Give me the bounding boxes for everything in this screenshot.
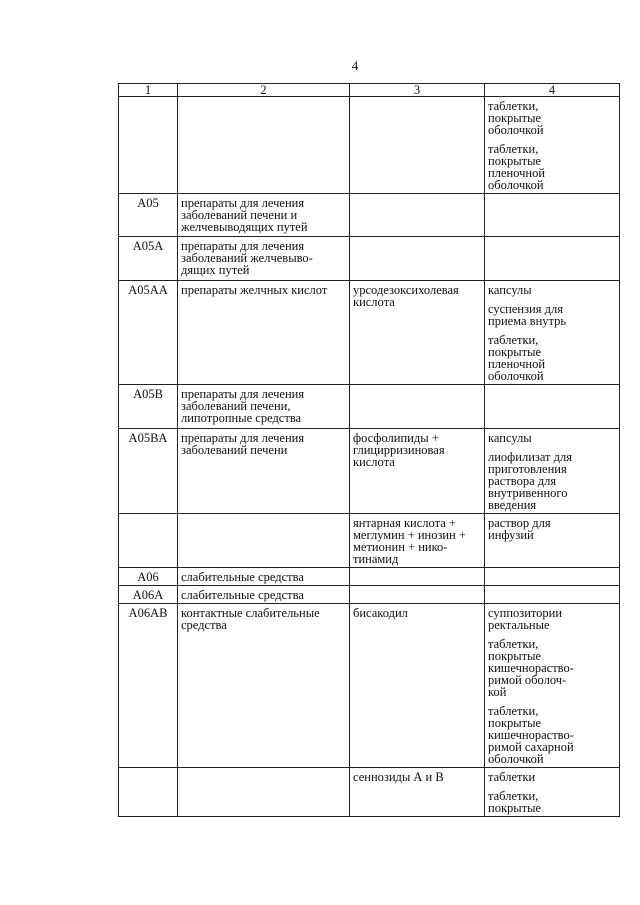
column-header-4: 4	[485, 84, 620, 97]
atc-code-cell: A06A	[119, 586, 178, 604]
drug-table	[118, 83, 620, 817]
table-row	[119, 281, 620, 385]
dosage-form-item: капсулы	[488, 283, 532, 297]
dosage-form-item: суппозитории ректальные	[488, 606, 563, 632]
pharmacological-group-cell	[178, 768, 350, 817]
dosage-forms-cell	[485, 604, 620, 768]
substance-cell: урсодезоксихолевая кислота	[350, 281, 485, 385]
table-row	[119, 385, 620, 429]
dosage-form-item: капсулы	[488, 431, 532, 445]
substance-cell	[350, 97, 485, 194]
dosage-forms-cell	[485, 514, 620, 568]
atc-code-cell: A06AB	[119, 604, 178, 768]
table-row	[119, 429, 620, 514]
dosage-forms-cell	[485, 237, 620, 281]
table-row	[119, 514, 620, 568]
dosage-form-item: таблетки, покрытые	[488, 789, 542, 815]
atc-code-cell: A06	[119, 568, 178, 586]
column-header-3: 3	[350, 84, 485, 97]
pharmacological-group-cell	[178, 97, 350, 194]
dosage-form-item: суспензия для приема внутрь	[488, 302, 567, 328]
atc-code-cell: A05BA	[119, 429, 178, 514]
pharmacological-group-cell: слабительные средства	[178, 568, 350, 586]
pharmacological-group-cell: слабительные средства	[178, 586, 350, 604]
atc-code-cell: A05AA	[119, 281, 178, 385]
table-row	[119, 97, 620, 194]
atc-code-cell	[119, 514, 178, 568]
column-header-1: 1	[119, 84, 178, 97]
dosage-forms-cell	[485, 586, 620, 604]
table-row	[119, 194, 620, 237]
substance-cell: янтарная кислота + меглумин + инозин + метионин + нико- тинамид	[350, 514, 485, 568]
dosage-form-item: раствор для инфузий	[488, 516, 551, 542]
dosage-forms-cell	[485, 429, 620, 514]
pharmacological-group-cell: препараты для лечения заболеваний печени и желчевыводящих путей	[178, 194, 350, 237]
dosage-form-item: таблетки, покрытые оболочкой	[488, 99, 544, 137]
table-row	[119, 568, 620, 586]
dosage-form-item: лиофилизат для приготовления раствора для внутривенного введения	[488, 450, 572, 512]
pharmacological-group-cell: препараты желчных кислот	[178, 281, 350, 385]
substance-cell	[350, 385, 485, 429]
substance-cell: фосфолипиды + глицирризиновая кислота	[350, 429, 485, 514]
atc-code-cell: A05A	[119, 237, 178, 281]
pharmacological-group-cell	[178, 514, 350, 568]
dosage-form-item: таблетки, покрытые пленочной оболочкой	[488, 333, 546, 383]
atc-code-cell: A05B	[119, 385, 178, 429]
pharmacological-group-cell: препараты для лечения заболеваний желчевыво- дящих путей	[178, 237, 350, 281]
table-row	[119, 604, 620, 768]
header-row	[119, 84, 620, 97]
pharmacological-group-cell: контактные слабительные средства	[178, 604, 350, 768]
table-row	[119, 586, 620, 604]
dosage-forms-cell	[485, 568, 620, 586]
pharmacological-group-cell: препараты для лечения заболеваний печени, липотропные средства	[178, 385, 350, 429]
table-row	[119, 768, 620, 817]
dosage-forms-cell	[485, 281, 620, 385]
substance-cell: сеннозиды А и В	[350, 768, 485, 817]
dosage-form-item: таблетки, покрытые кишечнораство- римой оболоч- кой	[488, 637, 574, 699]
atc-code-cell: A05	[119, 194, 178, 237]
substance-cell	[350, 586, 485, 604]
column-header-2: 2	[178, 84, 350, 97]
atc-code-cell	[119, 97, 178, 194]
dosage-forms-cell	[485, 97, 620, 194]
dosage-forms-cell	[485, 194, 620, 237]
atc-code-cell	[119, 768, 178, 817]
substance-cell	[350, 194, 485, 237]
dosage-forms-cell	[485, 385, 620, 429]
substance-cell: бисакодил	[350, 604, 485, 768]
pharmacological-group-cell: препараты для лечения заболеваний печени	[178, 429, 350, 514]
substance-cell	[350, 237, 485, 281]
substance-cell	[350, 568, 485, 586]
dosage-form-item: таблетки, покрытые кишечнораство- римой сахарной оболочкой	[488, 704, 574, 766]
dosage-form-item: таблетки	[488, 770, 536, 784]
table-row	[119, 237, 620, 281]
dosage-forms-cell	[485, 768, 620, 817]
page-number: 4	[351, 58, 359, 73]
dosage-form-item: таблетки, покрытые пленочной оболочкой	[488, 142, 546, 192]
